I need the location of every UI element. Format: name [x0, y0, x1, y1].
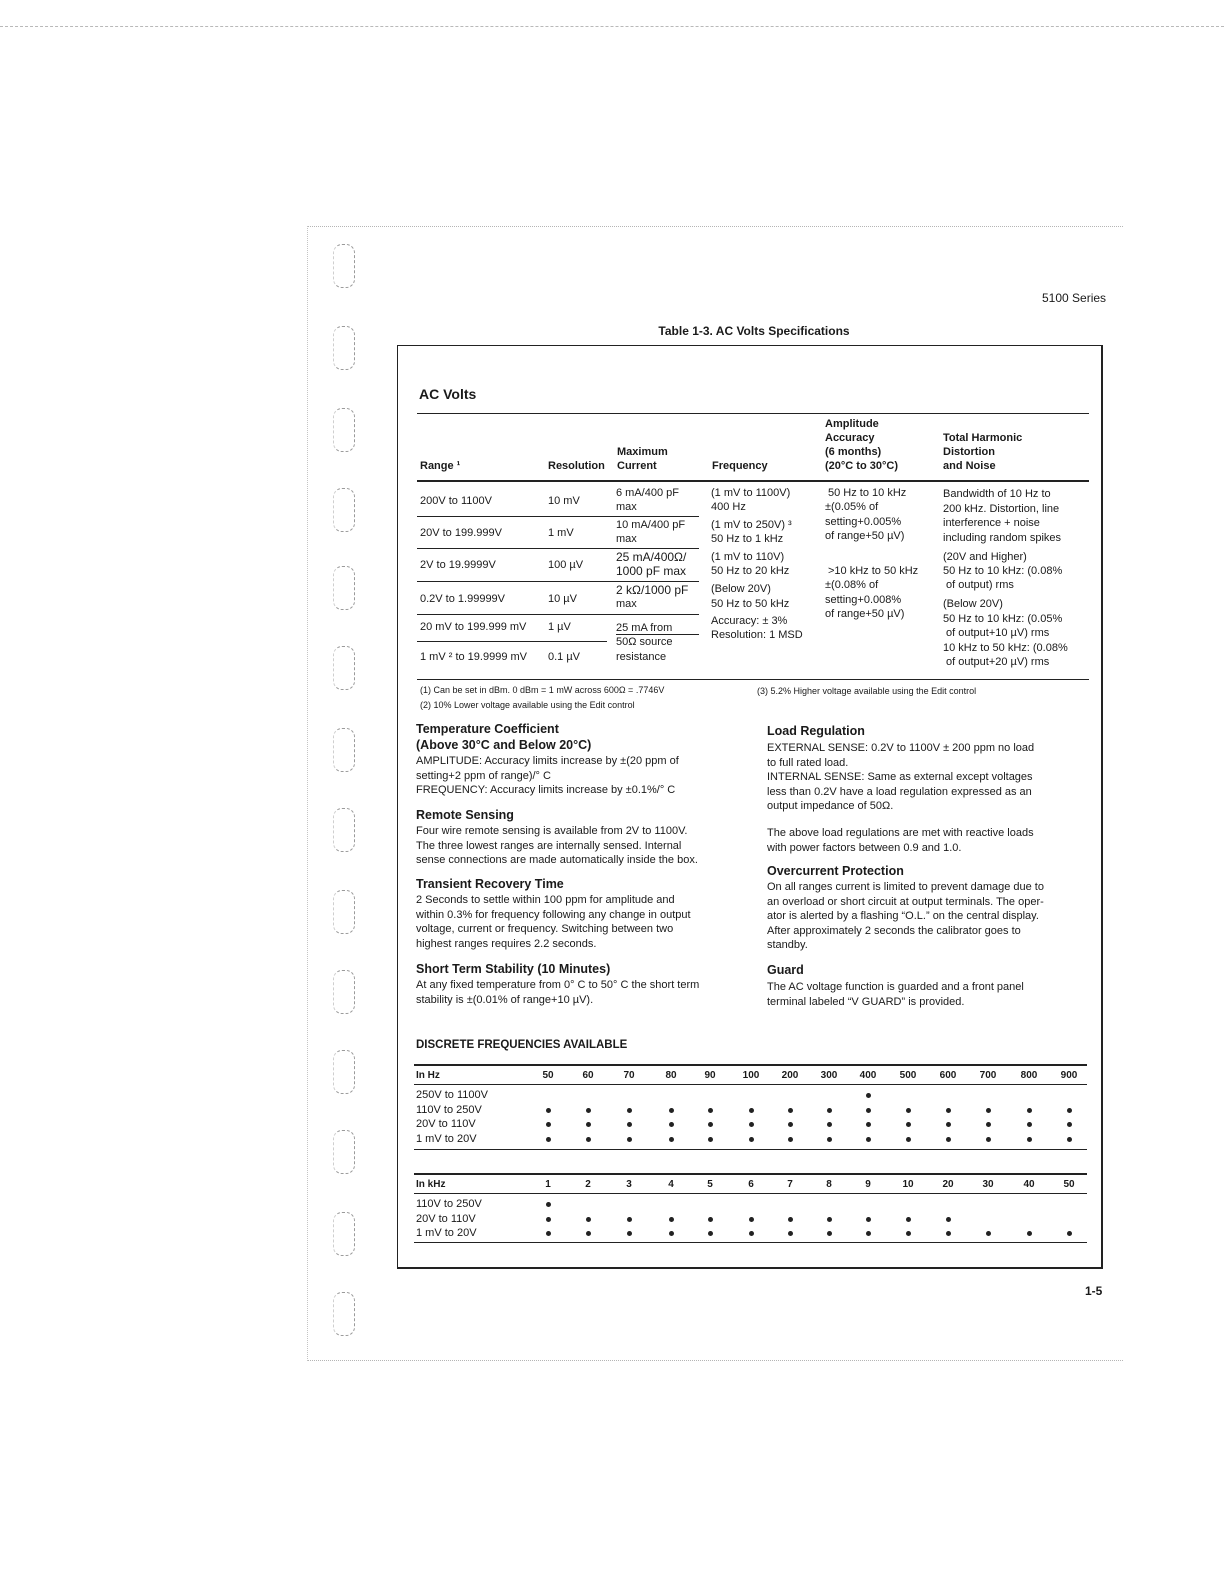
thd-line: of output+20 µV) rms [946, 656, 1050, 668]
col-max-current-2: Current [617, 460, 657, 472]
frequency-line: 400 Hz [711, 501, 746, 513]
khz-available-dot [946, 1217, 951, 1222]
khz-unit-label: In kHz [416, 1179, 446, 1190]
hz-available-dot [827, 1108, 832, 1113]
page-number: 1-5 [1085, 1284, 1103, 1298]
hz-available-dot [788, 1122, 793, 1127]
accuracy-line: ±(0.05% of [825, 501, 879, 513]
khz-available-dot [986, 1231, 991, 1236]
khz-frequency-40: 40 [1023, 1179, 1035, 1190]
col-frequency: Frequency [712, 460, 768, 472]
khz-available-dot [866, 1217, 871, 1222]
row-range: 200V to 1100V [420, 495, 492, 507]
hz-available-dot [1027, 1137, 1032, 1142]
khz-frequency-50: 50 [1063, 1179, 1075, 1190]
temp-coefficient-title: Temperature Coefficient [416, 722, 559, 736]
hz-available-dot [627, 1122, 632, 1127]
discrete-khz-head-rule [414, 1193, 1087, 1194]
hz-frequency-400: 400 [859, 1070, 877, 1081]
hz-available-dot [749, 1108, 754, 1113]
footnote-3: (3) 5.2% Higher voltage available using the Edit control [757, 686, 977, 696]
khz-range-label: 1 mV to 20V [416, 1227, 477, 1239]
transient-recovery-text: 2 Seconds to settle within 100 ppm for amplitude and within 0.3% for frequency following any change in output voltage, current or frequency. Switching between two highest ranges requires 2.2 seconds. [416, 894, 691, 950]
khz-frequency-6: 6 [748, 1179, 754, 1190]
hz-available-dot [669, 1137, 674, 1142]
hz-available-dot [708, 1137, 713, 1142]
hz-available-dot [866, 1108, 871, 1113]
khz-available-dot [788, 1217, 793, 1222]
row-resolution: 1 µV [548, 621, 571, 633]
khz-available-dot [788, 1231, 793, 1236]
hz-available-dot [906, 1122, 911, 1127]
hz-available-dot [827, 1137, 832, 1142]
row-current: 25 mA/400Ω/ [616, 550, 687, 564]
binder-hole [333, 244, 355, 288]
hz-frequency-70: 70 [623, 1070, 635, 1081]
hz-available-dot [1067, 1122, 1072, 1127]
hz-available-dot [946, 1137, 951, 1142]
remote-sensing-title: Remote Sensing [416, 808, 514, 822]
khz-available-dot [1027, 1231, 1032, 1236]
binder-hole [333, 646, 355, 690]
hz-available-dot [946, 1108, 951, 1113]
row-rule [417, 548, 699, 549]
row-current: max [616, 533, 637, 545]
thd-line: (Below 20V) [943, 598, 1003, 610]
row-resolution: 0.1 µV [548, 651, 581, 663]
load-regulation-note: The above load regulations are met with reactive loads with power factors between 0.9 and 1.0. [767, 827, 1034, 854]
hz-available-dot [906, 1137, 911, 1142]
short-term-stability-title: Short Term Stability (10 Minutes) [416, 962, 611, 976]
khz-available-dot [827, 1231, 832, 1236]
hz-available-dot [586, 1122, 591, 1127]
binder-hole [333, 488, 355, 532]
guard-title: Guard [767, 963, 804, 977]
hz-frequency-200: 200 [781, 1070, 799, 1081]
hz-frequency-300: 300 [820, 1070, 838, 1081]
hz-available-dot [946, 1122, 951, 1127]
hz-available-dot [866, 1137, 871, 1142]
hz-available-dot [788, 1137, 793, 1142]
thd-line: interference + noise [943, 517, 1040, 529]
col-thd-3: and Noise [943, 460, 996, 472]
hz-available-dot [1067, 1108, 1072, 1113]
khz-frequency-3: 3 [626, 1179, 632, 1190]
thd-line: 50 Hz to 10 kHz: (0.05% [943, 613, 1063, 625]
accuracy-line: >10 kHz to 50 kHz [828, 565, 919, 577]
page-edge-bottom [308, 1360, 1123, 1361]
hz-unit-label: In Hz [416, 1070, 440, 1081]
khz-available-dot [546, 1217, 551, 1222]
hz-range-label: 110V to 250V [416, 1103, 482, 1116]
binder-hole [333, 1130, 355, 1174]
binder-hole [333, 808, 355, 852]
khz-frequency-10: 10 [902, 1179, 914, 1190]
col-accuracy-4: (20°C to 30°C) [825, 460, 898, 472]
hz-available-dot [986, 1122, 991, 1127]
khz-frequency-4: 4 [668, 1179, 674, 1190]
hz-available-dot [627, 1108, 632, 1113]
thd-line: 10 kHz to 50 kHz: (0.08% [943, 642, 1068, 654]
khz-range-label: 110V to 250V [416, 1198, 482, 1210]
load-regulation-text: EXTERNAL SENSE: 0.2V to 1100V ± 200 ppm no load to full rated load. INTERNAL SENSE: Same as external except voltages less than 0.2V have a load regulation expressed as an output impedance of 50Ω. [767, 742, 1035, 812]
khz-frequency-8: 8 [826, 1179, 832, 1190]
binder-hole [333, 326, 355, 370]
hz-available-dot [546, 1108, 551, 1113]
hz-available-dot [866, 1122, 871, 1127]
hz-frequency-600: 600 [939, 1070, 957, 1081]
frequency-line: (1 mV to 250V) ³ [711, 519, 792, 531]
hz-available-dot [749, 1122, 754, 1127]
col-accuracy-3: (6 months) [825, 446, 882, 458]
hz-frequency-700: 700 [979, 1070, 997, 1081]
header-rule [417, 480, 1089, 482]
khz-frequency-1: 1 [545, 1179, 551, 1190]
col-accuracy-2: Accuracy [825, 432, 875, 444]
hz-frequency-500: 500 [899, 1070, 917, 1081]
hz-available-dot [827, 1122, 832, 1127]
khz-frequency-30: 30 [982, 1179, 994, 1190]
heading-rule [417, 413, 1089, 414]
frequency-line: 50 Hz to 1 kHz [711, 533, 784, 545]
row-resolution: 100 µV [548, 559, 584, 571]
thd-line: 50 Hz to 10 kHz: (0.08% [943, 565, 1063, 577]
hz-frequency-60: 60 [582, 1070, 594, 1081]
khz-available-dot [906, 1231, 911, 1236]
table-bottom-rule [417, 679, 1089, 680]
row-rule [417, 581, 699, 582]
binder-hole [333, 1212, 355, 1256]
thd-line: (20V and Higher) [943, 551, 1027, 563]
hz-available-dot [1027, 1122, 1032, 1127]
discrete-hz-bottom-rule [414, 1149, 1087, 1150]
row-rule [417, 516, 699, 517]
row-current: 6 mA/400 pF [616, 487, 679, 499]
hz-available-dot [749, 1137, 754, 1142]
khz-available-dot [708, 1231, 713, 1236]
accuracy-line: of range+50 µV) [825, 530, 905, 542]
khz-frequency-20: 20 [942, 1179, 954, 1190]
hz-available-dot [906, 1108, 911, 1113]
row-rule [417, 614, 699, 615]
hz-available-dot [1027, 1108, 1032, 1113]
col-thd-1: Total Harmonic [943, 432, 1023, 444]
hz-available-dot [627, 1137, 632, 1142]
hz-frequency-100: 100 [742, 1070, 760, 1081]
khz-available-dot [946, 1231, 951, 1236]
row-resolution: 10 µV [548, 593, 577, 605]
binder-hole [333, 728, 355, 772]
khz-frequency-2: 2 [585, 1179, 591, 1190]
thd-line: including random spikes [943, 532, 1062, 544]
hz-frequency-80: 80 [665, 1070, 677, 1081]
hz-available-dot [586, 1108, 591, 1113]
khz-available-dot [627, 1231, 632, 1236]
accuracy-line: of range+50 µV) [825, 608, 905, 620]
footnote-1: (1) Can be set in dBm. 0 dBm = 1 mW across 600Ω = .7746V [420, 685, 665, 695]
row-current: 50Ω source [616, 636, 673, 648]
guard-text: The AC voltage function is guarded and a front panel terminal labeled “V GUARD” is provided. [767, 981, 1024, 1008]
hz-range-label: 1 mV to 20V [416, 1132, 477, 1145]
accuracy-line: setting+0.005% [825, 516, 902, 528]
row-rule [616, 634, 699, 635]
khz-range-label: 20V to 110V [416, 1212, 476, 1225]
hz-available-dot [1067, 1137, 1072, 1142]
khz-available-dot [546, 1231, 551, 1236]
frequency-line: 50 Hz to 20 kHz [711, 565, 790, 577]
series-label: 5100 Series [1042, 291, 1107, 305]
khz-available-dot [669, 1231, 674, 1236]
col-max-current-1: Maximum [617, 446, 668, 458]
discrete-khz-top-rule [414, 1173, 1087, 1175]
discrete-khz-bottom-rule [414, 1242, 1087, 1243]
thd-line: 200 kHz. Distortion, line [943, 503, 1060, 515]
row-current: 1000 pF max [616, 564, 687, 578]
row-range: 20 mV to 199.999 mV [420, 621, 527, 633]
page-edge-top [308, 226, 1123, 227]
hz-available-dot [708, 1122, 713, 1127]
frequency-line: (Below 20V) [711, 583, 771, 595]
ac-volts-heading: AC Volts [419, 386, 477, 402]
hz-available-dot [546, 1122, 551, 1127]
thd-line: Bandwidth of 10 Hz to [943, 488, 1051, 500]
row-current: resistance [616, 651, 667, 663]
accuracy-line: 50 Hz to 10 kHz [828, 487, 907, 499]
scan-top-dashes [0, 26, 1224, 27]
hz-frequency-800: 800 [1020, 1070, 1038, 1081]
table-title: Table 1-3. AC Volts Specifications [658, 324, 850, 338]
row-current: max [616, 501, 637, 513]
short-term-stability-text: At any fixed temperature from 0° C to 50° C the short term stability is ±(0.01% of range+10 µV). [416, 979, 700, 1006]
page-edge-left [307, 226, 308, 1361]
hz-available-dot [546, 1137, 551, 1142]
remote-sensing-text: Four wire remote sensing is available from 2V to 1100V. The three lowest ranges are internally sensed. Internal sense connections are made automatically inside the box. [416, 825, 698, 866]
frequency-line: (1 mV to 1100V) [711, 487, 791, 499]
hz-available-dot [669, 1108, 674, 1113]
hz-available-dot [708, 1108, 713, 1113]
load-regulation-title: Load Regulation [767, 724, 865, 738]
hz-available-dot [669, 1122, 674, 1127]
col-thd-2: Distortion [943, 446, 995, 458]
khz-available-dot [586, 1217, 591, 1222]
overcurrent-title: Overcurrent Protection [767, 864, 904, 878]
discrete-frequencies-title: DISCRETE FREQUENCIES AVAILABLE [416, 1039, 628, 1051]
frequency-line: Resolution: 1 MSD [711, 629, 803, 641]
khz-available-dot [708, 1217, 713, 1222]
row-range: 2V to 19.9999V [420, 559, 496, 571]
hz-range-label: 20V to 110V [416, 1118, 476, 1130]
row-current: 25 mA from [616, 622, 673, 634]
discrete-hz-top-rule [414, 1064, 1087, 1066]
khz-frequency-9: 9 [865, 1179, 871, 1190]
col-resolution: Resolution [548, 460, 605, 472]
temp-coefficient-text: AMPLITUDE: Accuracy limits increase by ±(20 ppm of setting+2 ppm of range)/° C FREQUENCY: Accuracy limits increase by ±0.1%/° C [416, 755, 679, 796]
khz-frequency-7: 7 [787, 1179, 793, 1190]
hz-available-dot [986, 1137, 991, 1142]
footnote-2: (2) 10% Lower voltage available using the Edit control [420, 700, 635, 710]
row-rule [417, 641, 607, 642]
hz-available-dot [866, 1093, 871, 1098]
hz-frequency-900: 900 [1060, 1070, 1078, 1081]
col-accuracy-1: Amplitude [825, 418, 879, 430]
overcurrent-text: On all ranges current is limited to prevent damage due to an overload or short circuit at output terminals. The oper- ator is alerted by a flashing “O.L.” on the central display. After approximately 2 seconds the calibrator goes to standby. [767, 881, 1044, 951]
discrete-hz-head-rule [414, 1084, 1087, 1085]
khz-available-dot [827, 1217, 832, 1222]
row-range: 0.2V to 1.99999V [420, 593, 506, 605]
binder-hole [333, 970, 355, 1014]
temp-coefficient-subtitle: (Above 30°C and Below 20°C) [416, 738, 592, 752]
accuracy-line: setting+0.008% [825, 594, 902, 606]
transient-recovery-title: Transient Recovery Time [416, 877, 564, 891]
khz-available-dot [749, 1217, 754, 1222]
hz-available-dot [788, 1108, 793, 1113]
binder-hole [333, 1050, 355, 1094]
khz-available-dot [546, 1202, 551, 1207]
hz-range-label: 250V to 1100V [416, 1089, 488, 1101]
khz-available-dot [749, 1231, 754, 1236]
row-current: 10 mA/400 pF [616, 519, 686, 531]
hz-available-dot [586, 1137, 591, 1142]
khz-available-dot [866, 1231, 871, 1236]
hz-available-dot [986, 1108, 991, 1113]
khz-frequency-5: 5 [707, 1179, 713, 1190]
row-current: max [616, 598, 637, 610]
row-resolution: 1 mV [548, 527, 574, 539]
frequency-line: (1 mV to 110V) [711, 551, 785, 563]
khz-available-dot [906, 1217, 911, 1222]
row-range: 20V to 199.999V [420, 527, 502, 539]
binder-hole [333, 1292, 355, 1336]
khz-available-dot [586, 1231, 591, 1236]
frequency-line: 50 Hz to 50 kHz [711, 598, 790, 610]
accuracy-line: ±(0.08% of [825, 579, 879, 591]
row-current: 2 kΩ/1000 pF [616, 583, 689, 597]
binder-hole [333, 890, 355, 934]
hz-frequency-50: 50 [542, 1070, 554, 1081]
row-range: 1 mV ² to 19.9999 mV [420, 651, 527, 663]
khz-available-dot [1067, 1231, 1072, 1236]
thd-line: of output) rms [946, 579, 1014, 591]
col-range: Range ¹ [420, 460, 461, 472]
hz-frequency-90: 90 [704, 1070, 716, 1081]
frequency-line: Accuracy: ± 3% [711, 615, 788, 627]
binder-hole [333, 566, 355, 610]
row-resolution: 10 mV [548, 495, 580, 507]
binder-hole [333, 408, 355, 452]
thd-line: of output+10 µV) rms [946, 627, 1050, 639]
khz-available-dot [669, 1217, 674, 1222]
khz-available-dot [627, 1217, 632, 1222]
